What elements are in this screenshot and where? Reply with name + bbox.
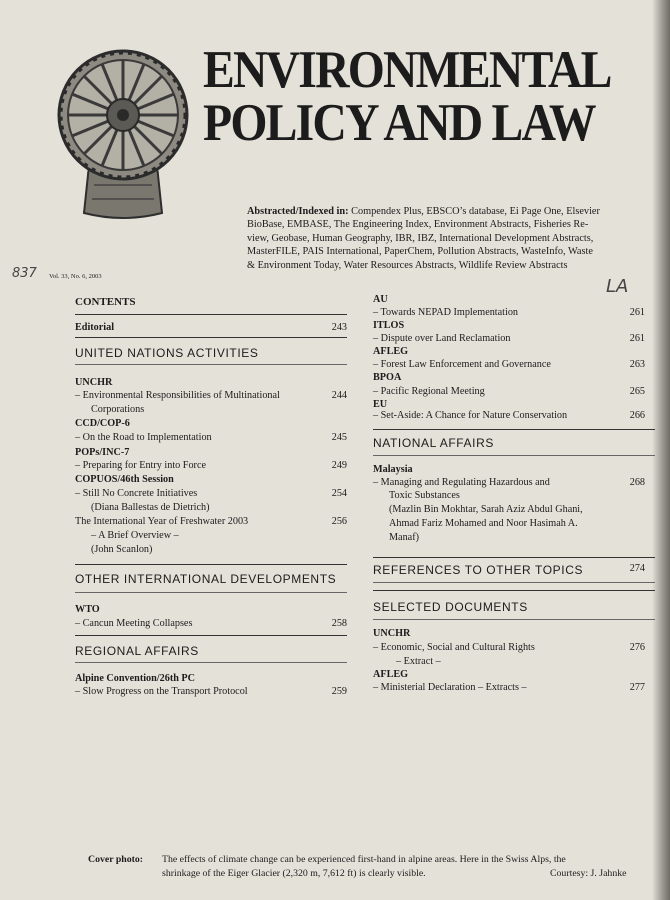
section-refs: REFERENCES TO OTHER TOPICS xyxy=(373,563,584,577)
entry-head: WTO xyxy=(75,604,100,615)
entry-iyf[interactable] xyxy=(75,516,347,527)
entry-copuos[interactable] xyxy=(75,488,347,499)
handwritten-number: 837 xyxy=(12,266,37,281)
entry-title: – Slow Progress on the Transport Protocol xyxy=(75,686,248,697)
entry-title-cont: Corporations xyxy=(91,404,145,415)
contents-left-column xyxy=(75,290,347,710)
entry-author: (John Scanlon) xyxy=(91,544,153,555)
entry-title: – Environmental Responsibilities of Multinational xyxy=(75,390,280,401)
section-oid: OTHER INTERNATIONAL DEVELOPMENTS xyxy=(75,572,337,586)
cover-line2: shrinkage of the Eiger Glacier (2,320 m, 7,612 ft) is clearly visible. xyxy=(162,868,426,879)
entry-unchr[interactable] xyxy=(75,390,347,401)
entry-head: CCD/COP-6 xyxy=(75,418,130,429)
entry-title: – Cancun Meeting Collapses xyxy=(75,618,193,629)
journal-title-line1: ENVIRONMENTAL xyxy=(203,41,611,99)
page-number: 266 xyxy=(629,410,645,421)
entry-author: Manaf) xyxy=(389,532,419,543)
cover-line1: The effects of climate change can be experienced first-hand in alpine areas. Here in the Swiss Alps, the xyxy=(162,854,566,865)
entry-head: COPUOS/46th Session xyxy=(75,474,174,485)
entry-pops[interactable] xyxy=(75,460,347,471)
abstracted-line: BioBase, EMBASE, The Engineering Index, Environment Abstracts, Fisheries Re- xyxy=(247,219,589,231)
entry-title: – Pacific Regional Meeting xyxy=(373,386,485,397)
page-number: 263 xyxy=(629,359,645,370)
entry-subtitle: – Extract – xyxy=(396,656,441,667)
page-number: 276 xyxy=(629,642,645,653)
page-number: 277 xyxy=(629,682,645,693)
entry-head: EU xyxy=(373,399,388,410)
entry-wto[interactable] xyxy=(75,618,347,629)
entry-title: – Still No Concrete Initiatives xyxy=(75,488,198,499)
entry-title: – Managing and Regulating Hazardous and xyxy=(373,477,550,488)
page-edge-shadow xyxy=(652,0,670,900)
abstracted-line: view, Geobase, Human Geography, IBR, IBZ, International Development Abstracts, xyxy=(247,232,594,244)
entry-author: (Mazlin Bin Mokhtar, Sarah Aziz Abdul Ghani, xyxy=(389,504,583,515)
page-number: 244 xyxy=(331,390,347,401)
entry-head-text: Alpine Convention/26th PC xyxy=(75,673,196,684)
entry-head: POPs/INC-7 xyxy=(75,447,130,458)
page-number: 268 xyxy=(629,477,645,488)
entry-head: UNCHR xyxy=(373,628,411,639)
page-number: 245 xyxy=(331,432,347,443)
entry-unchr-doc[interactable] xyxy=(373,642,645,653)
entry-bpoa[interactable] xyxy=(373,386,645,397)
volume-info: Vol. 33, No. 6, 2003 xyxy=(49,273,102,280)
entry-title: – Economic, Social and Cultural Rights xyxy=(373,642,535,653)
entry-head: AU xyxy=(373,294,388,305)
entry-title: – Preparing for Entry into Force xyxy=(75,460,206,471)
entry-head: AFLEG xyxy=(373,346,409,357)
page-number: 259 xyxy=(331,686,347,697)
entry-title: – Set-Aside: A Chance for Nature Conservation xyxy=(373,410,568,421)
entry-subtitle: – A Brief Overview – xyxy=(91,530,179,541)
section-un: UNITED NATIONS ACTIVITIES xyxy=(75,346,259,360)
page-number: 256 xyxy=(331,516,347,527)
abstracted-line: MasterFILE, PAIS International, PaperChem, Pollution Abstracts, WasteInfo, Waste xyxy=(247,246,593,258)
entry-ccd[interactable] xyxy=(75,432,347,443)
page-number: 258 xyxy=(331,618,347,629)
entry-title: – On the Road to Implementation xyxy=(75,432,212,443)
entry-author: (Diana Ballestas de Dietrich) xyxy=(91,502,210,513)
entry-afleg[interactable] xyxy=(373,359,645,370)
entry-title: – Forest Law Enforcement and Governance xyxy=(373,359,551,370)
journal-title-line2: POLICY AND LAW xyxy=(203,94,595,152)
entry-head: AFLEG xyxy=(373,669,409,680)
cover-credit: Courtesy: J. Jahnke xyxy=(550,868,627,879)
handwritten-initials: LA xyxy=(606,276,629,297)
entry-title-cont: Toxic Substances xyxy=(389,490,460,501)
page-number: 249 xyxy=(331,460,347,471)
entry-head: ITLOS xyxy=(373,320,405,331)
page-number: 261 xyxy=(629,307,645,318)
page-number: 243 xyxy=(331,322,347,333)
entry-au[interactable] xyxy=(373,307,645,318)
entry-head: BPOA xyxy=(373,372,402,383)
entry-head: UNCHR xyxy=(75,377,113,388)
entry-title: – Ministerial Declaration – Extracts – xyxy=(373,682,527,693)
entry-alpine[interactable] xyxy=(75,686,347,697)
entry-author: Ahmad Fariz Mohamed and Noor Hasimah A. xyxy=(389,518,578,529)
abstracted-label: Abstracted/Indexed in: xyxy=(247,206,349,217)
entry-title: – Dispute over Land Reclamation xyxy=(373,333,511,344)
abstracted-line: Compendex Plus, EBSCO’s database, Ei Page One, Elsevier xyxy=(351,206,600,217)
section-regional: REGIONAL AFFAIRS xyxy=(75,644,199,658)
editorial-label: Editorial xyxy=(75,322,115,333)
section-national: NATIONAL AFFAIRS xyxy=(373,436,494,450)
page-number: 265 xyxy=(629,386,645,397)
abstracted-line: & Environment Today, Water Resources Abstracts, Wildlife Review Abstracts xyxy=(247,259,568,271)
page-number: 254 xyxy=(331,488,347,499)
entry-title: – Towards NEPAD Implementation xyxy=(373,307,519,318)
entry-itlos[interactable] xyxy=(373,333,645,344)
abstracted-block xyxy=(247,205,657,272)
section-docs: SELECTED DOCUMENTS xyxy=(373,600,528,614)
entry-eu[interactable] xyxy=(373,410,645,421)
page-number: 274 xyxy=(629,563,645,574)
contents-heading: CONTENTS xyxy=(75,296,136,308)
wheel-emblem-icon xyxy=(48,45,198,225)
page-number: 261 xyxy=(629,333,645,344)
entry-afleg-doc[interactable] xyxy=(373,682,645,693)
cover-label: Cover photo: xyxy=(88,854,144,865)
entry-head xyxy=(75,673,347,684)
entry-head: Malaysia xyxy=(373,464,413,475)
editorial-row[interactable] xyxy=(75,322,347,333)
contents-right-column xyxy=(373,290,645,710)
entry-title: The International Year of Freshwater 2003 xyxy=(75,516,249,527)
entry-malaysia[interactable] xyxy=(373,477,645,488)
